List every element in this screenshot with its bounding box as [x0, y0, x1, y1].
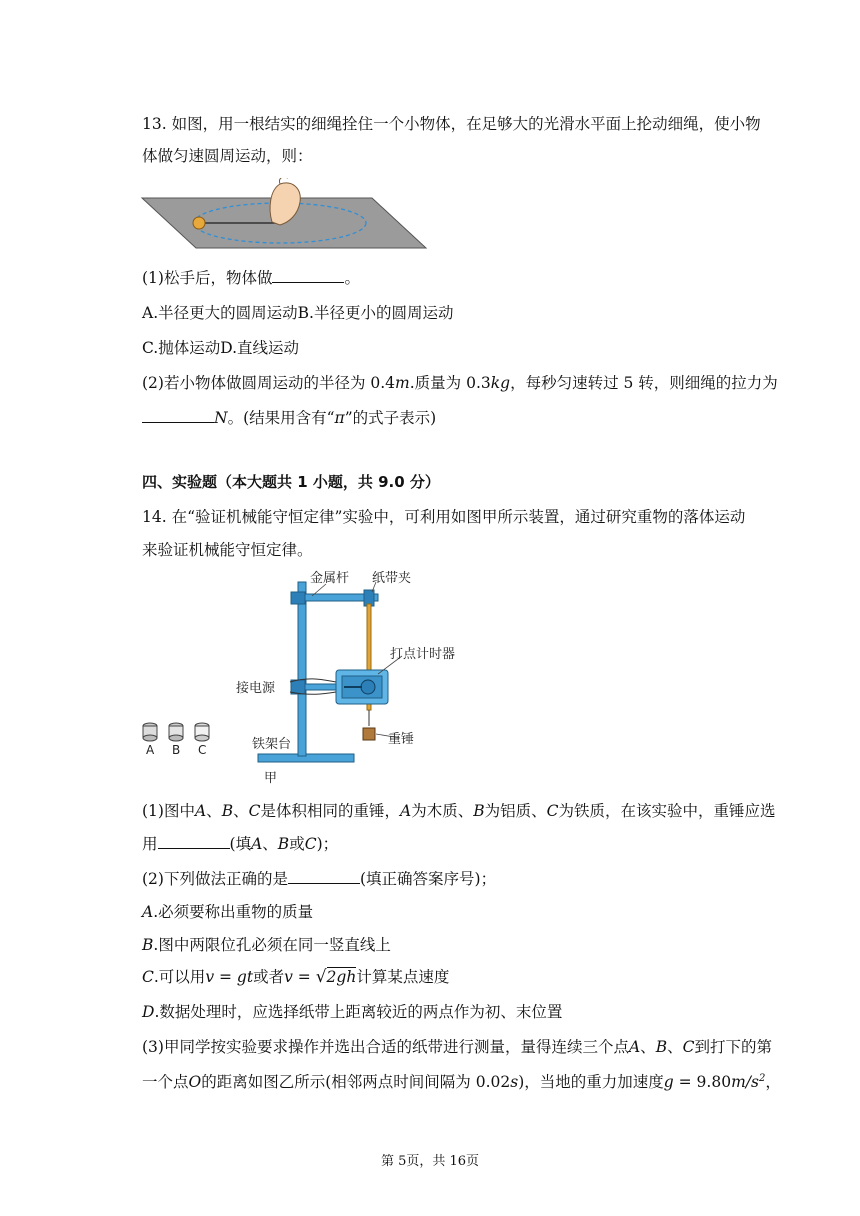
answer-blank-4[interactable]	[288, 869, 360, 884]
q14-option-b: B.图中两限位孔必须在同一竖直线上	[142, 936, 391, 954]
label-timer: 打点计时器	[390, 647, 456, 662]
label-stand: 铁架台	[252, 737, 292, 752]
label-clip: 纸带夹	[372, 571, 412, 586]
weight-block	[363, 728, 375, 740]
q14-sub3-line1: (3)甲同学按实验要求操作并选出合适的纸带进行测量，量得连续三个点A、B、C到打下的第	[142, 1038, 772, 1056]
label-rod: 金属杆	[310, 571, 350, 586]
q13-stem-line1: 13. 如图，用一根结实的细绳拴住一个小物体，在足够大的光滑水平面上抡动细绳，使小物	[142, 115, 761, 133]
q14-sub1-line1: (1)图中A、B、C是体积相同的重锤，A为木质、B为铝质、C为铁质，在该实验中，重锤应选	[142, 802, 776, 820]
q14-option-c: C.可以用v = gt或者v = √2gh计算某点速度	[142, 967, 450, 987]
q13-sub1: (1)松手后，物体做 。	[142, 269, 360, 287]
label-power: 接电源	[236, 681, 276, 696]
q14-option-a: A.必须要称出重物的质量	[142, 903, 314, 921]
q13-options-ab: A.半径更大的圆周运动B.半径更小的圆周运动	[142, 304, 454, 322]
q13-sub2-line2: N。(结果用含有“π”的式子表示)	[142, 408, 436, 428]
label-a: A	[146, 743, 155, 757]
section-heading: 四、实验题（本大题共 1 小题，共 9.0 分）	[142, 473, 440, 491]
q13-options-cd: C.抛体运动D.直线运动	[142, 339, 300, 357]
q14-stem-line2: 来验证机械能守恒定律。	[142, 541, 313, 559]
q14-option-d: D.数据处理时，应选择纸带上距离较近的两点作为初、末位置	[142, 1003, 563, 1021]
label-fig: 甲	[264, 771, 278, 786]
q13-stem-line2: 体做匀速圆周运动，则：	[142, 147, 313, 165]
label-b: B	[172, 743, 181, 757]
weight-a-icon	[143, 723, 157, 741]
q14-stem-line1: 14. 在“验证机械能守恒定律”实验中，可利用如图甲所示装置，通过研究重物的落体运动	[142, 508, 746, 526]
answer-blank-1[interactable]	[272, 268, 344, 283]
small-ball	[193, 217, 205, 229]
label-weight: 重锤	[388, 732, 415, 747]
q14-sub2: (2)下列做法正确的是 (填正确答案序号)；	[142, 870, 497, 888]
stand-pole	[298, 582, 306, 756]
q14-sub3-line2: 一个点O的距离如图乙所示(相邻两点时间间隔为 0.02s)，当地的重力加速度$g = 9.80m/s^2$，	[142, 1073, 781, 1092]
answer-blank-2[interactable]	[142, 408, 214, 423]
answer-blank-3[interactable]	[158, 834, 230, 849]
page-number: 第 5页，共 16页	[380, 1154, 480, 1169]
apparatus-figure	[140, 568, 480, 790]
q13-figure	[140, 178, 430, 250]
weight-b-icon	[169, 723, 183, 741]
weight-c-icon	[195, 723, 209, 741]
label-c: C	[198, 743, 207, 757]
q14-sub1-line2: 用 (填A、B或C)；	[142, 835, 339, 853]
q13-sub2-line1: (2)若小物体做圆周运动的半径为 0.4m.质量为 0.3kg，每秒匀速转过 5 转，则细绳的拉力为	[142, 374, 778, 392]
